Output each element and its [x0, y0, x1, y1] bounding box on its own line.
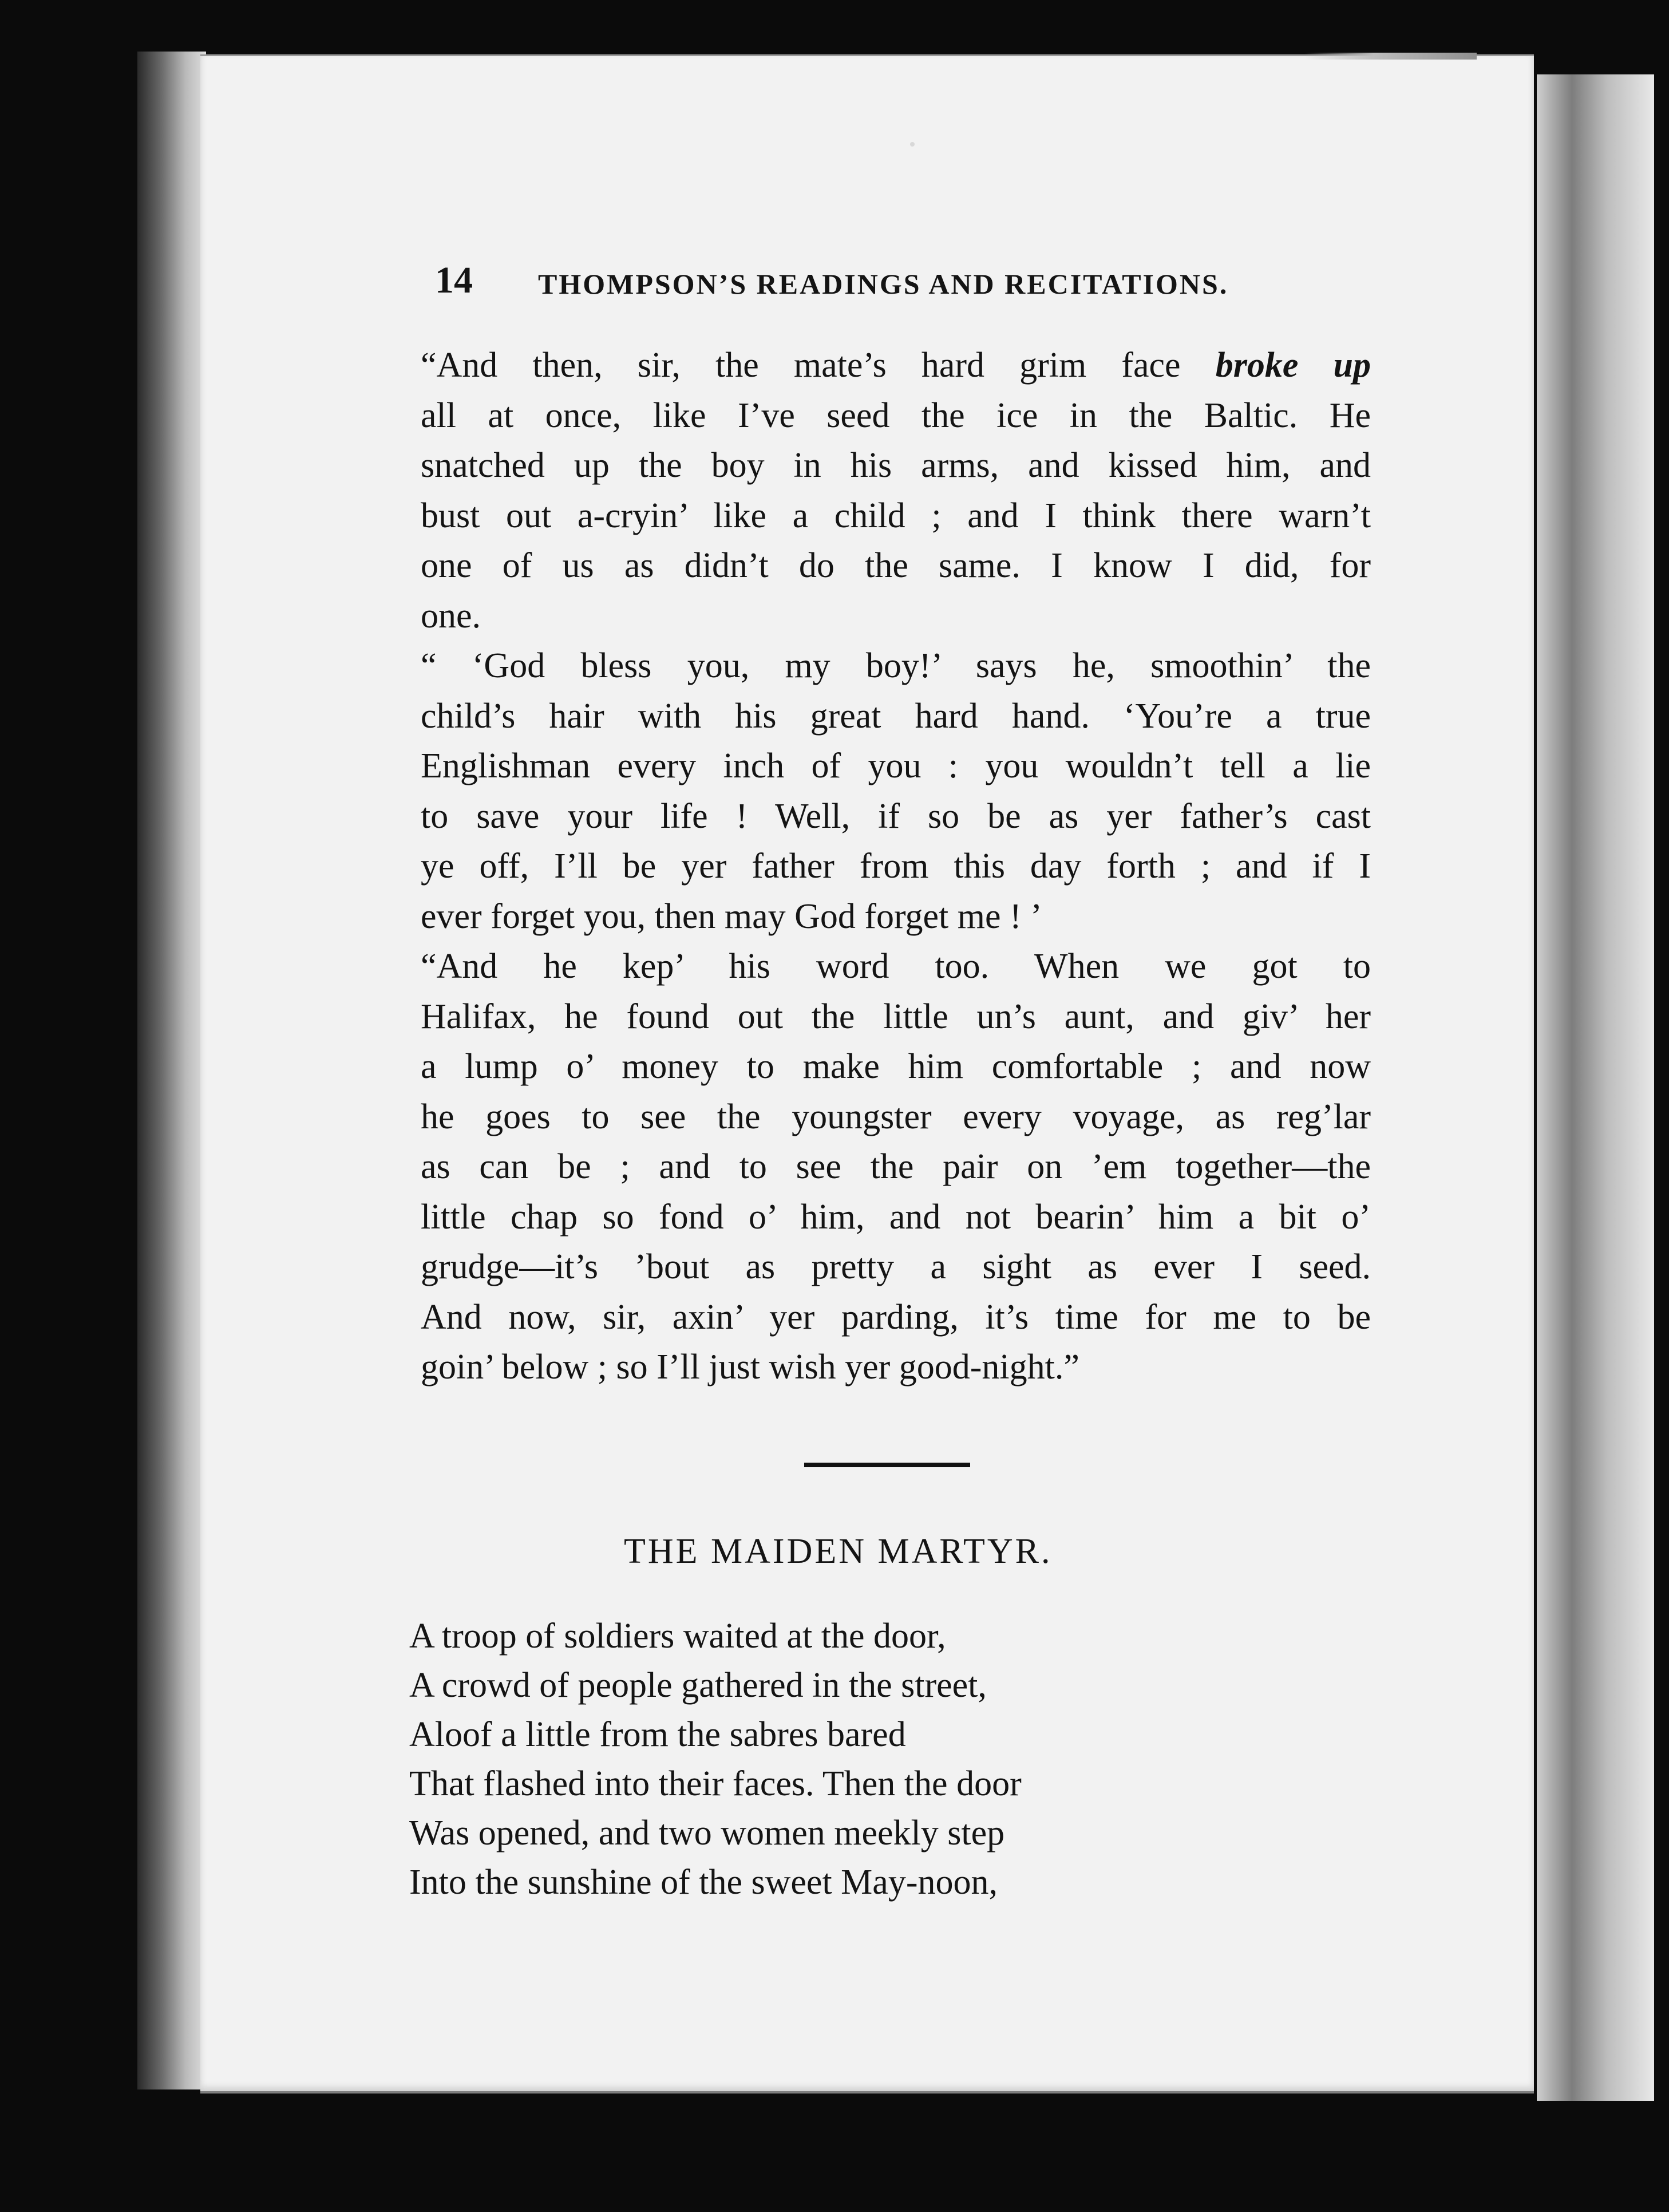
- book-gutter-shadow: [137, 52, 206, 2089]
- prose-line: as can be ; and to see the pair on ’em together—the: [421, 1147, 1371, 1186]
- poem-block: [409, 1611, 1268, 1907]
- prose-line: one of us as didn’t do the same. I know I did, for: [421, 546, 1371, 585]
- prose-line: snatched up the boy in his arms, and kissed him, and: [421, 446, 1371, 485]
- page-number: 14: [435, 259, 473, 301]
- prose-line: bust out a-cryin’ like a child ; and I think there warn’t: [421, 496, 1371, 535]
- prose-line: And now, sir, axin’ yer parding, it’s time for me to be: [421, 1297, 1371, 1337]
- prose-line: child’s hair with his great hard hand. ‘You’re a true: [421, 696, 1371, 736]
- prose-line: ever forget you, then may God forget me ! ’: [421, 896, 1042, 936]
- page-top-edge: [1305, 53, 1477, 60]
- prose-line: he goes to see the youngster every voyage, as reg’lar: [421, 1097, 1371, 1136]
- prose-line: all at once, like I’ve seed the ice in the Baltic. He: [421, 396, 1371, 435]
- poem-line: Aloof a little from the sabres bared: [409, 1715, 906, 1754]
- running-title: THOMPSON’S READINGS AND RECITATIONS.: [538, 268, 1229, 300]
- prose-line: “And then, sir, the mate’s hard grim face broke up: [421, 346, 1371, 385]
- poem-line: Into the sunshine of the sweet May-noon,: [409, 1863, 998, 1902]
- prose-line: “And he kep’ his word too. When we got to: [421, 947, 1371, 986]
- poem-line: That flashed into their faces. Then the door: [409, 1764, 1022, 1803]
- prose-line: ye off, I’ll be yer father from this day forth ; and if I: [421, 847, 1371, 886]
- prose-line: a lump o’ money to make him comfortable ; and now: [421, 1047, 1371, 1086]
- poem-line: A crowd of people gathered in the street,: [409, 1666, 987, 1705]
- adjacent-page-edge: [1537, 74, 1654, 2101]
- running-head: [435, 258, 1282, 303]
- poem-line: A troop of soldiers waited at the door,: [409, 1617, 946, 1656]
- prose-line: little chap so fond o’ him, and not bearin’ him a bit o’: [421, 1197, 1371, 1237]
- prose-line: Englishman every inch of you : you wouldn’t tell a lie: [421, 746, 1371, 785]
- prose-line: one.: [421, 596, 481, 635]
- emphasized-text: broke up: [1215, 346, 1371, 385]
- prose-line: Halifax, he found out the little un’s aunt, and giv’ her: [421, 997, 1371, 1036]
- prose-block: [421, 341, 1371, 1393]
- prose-line: to save your life ! Well, if so be as yer father’s cast: [421, 796, 1371, 836]
- paper-speck: [910, 142, 915, 147]
- section-divider: [804, 1463, 970, 1467]
- poem-title: THE MAIDEN MARTYR.: [624, 1532, 1053, 1571]
- prose-line: “ ‘God bless you, my boy!’ says he, smoothin’ the: [421, 646, 1371, 685]
- prose-line: goin’ below ; so I’ll just wish yer good-night.”: [421, 1348, 1079, 1387]
- poem-line: Was opened, and two women meekly step: [409, 1814, 1005, 1852]
- prose-line: grudge—it’s ’bout as pretty a sight as ever I seed.: [421, 1247, 1371, 1286]
